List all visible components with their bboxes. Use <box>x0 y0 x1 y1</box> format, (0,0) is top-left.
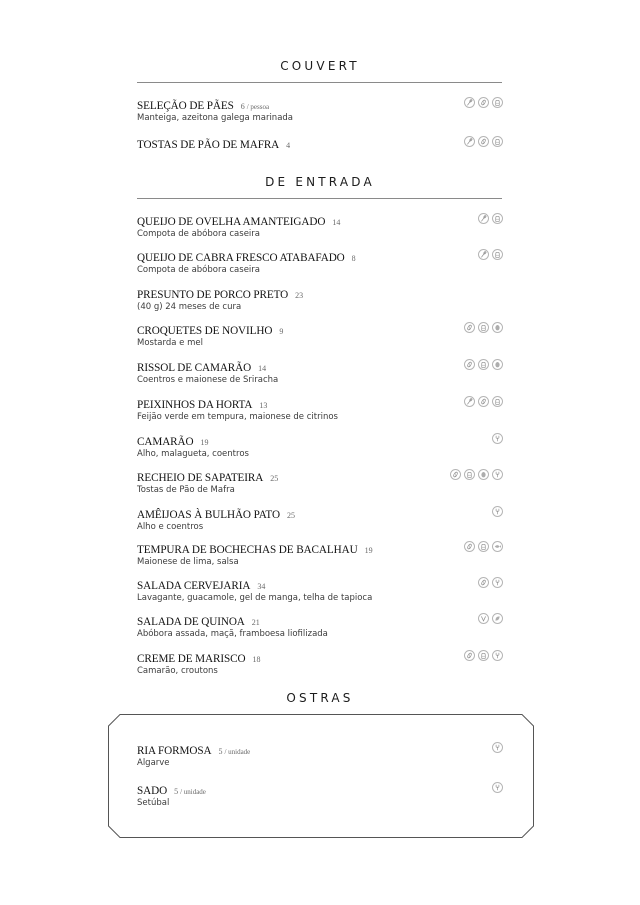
item-description: Feijão verde em tempura, maionese de citrinos <box>137 412 338 422</box>
item-description: Setúbal <box>137 798 170 808</box>
egg-icon <box>478 469 489 480</box>
item-name: CROQUETES DE NOVILHO <box>137 325 273 337</box>
section-divider <box>137 82 502 83</box>
item-name-row <box>137 287 505 300</box>
egg-icon <box>492 322 503 333</box>
crustacean-icon <box>492 469 503 480</box>
item-description: Tostas de Pão de Mafra <box>137 485 235 495</box>
gluten-icon <box>464 359 475 370</box>
item-price: 25 <box>270 474 279 483</box>
vegan-icon <box>478 613 489 624</box>
menu-item-salada-de-quinoa <box>137 614 505 640</box>
section-title-entrada: DE ENTRADA <box>265 175 375 189</box>
item-name: CREME DE MARISCO <box>137 653 246 665</box>
section-title-couvert: COUVERT <box>280 59 360 73</box>
crustacean-icon <box>492 433 503 444</box>
item-name: RIA FORMOSA <box>137 745 212 757</box>
menu-item-selecao-de-paes <box>137 98 505 124</box>
allergen-icons <box>492 433 503 444</box>
item-price: 14 <box>332 218 341 227</box>
crustacean-icon <box>492 506 503 517</box>
item-description: Camarão, croutons <box>137 666 218 676</box>
menu-item-salada-cervejaria <box>137 578 505 604</box>
item-name: QUEIJO DE OVELHA AMANTEIGADO <box>137 216 326 228</box>
item-name-row <box>137 98 505 111</box>
allergen-icons <box>464 322 503 333</box>
allergen-icons <box>464 541 503 552</box>
lactose-icon <box>492 136 503 147</box>
lactose-icon <box>464 469 475 480</box>
item-price: 25 <box>286 511 295 520</box>
allergen-icons <box>464 650 503 661</box>
item-description: Maionese de lima, salsa <box>137 557 239 567</box>
item-description: Algarve <box>137 758 170 768</box>
item-price: 19 <box>200 438 209 447</box>
item-price: 21 <box>251 618 260 627</box>
gluten-icon <box>450 469 461 480</box>
menu-item-camarao <box>137 434 505 460</box>
menu-item-peixinhos-da-horta <box>137 397 505 423</box>
allergen-icons <box>464 396 503 407</box>
egg-icon <box>492 359 503 370</box>
item-name: SELEÇÃO DE PÃES <box>137 100 234 112</box>
lactose-icon <box>478 322 489 333</box>
allergen-icons <box>478 213 503 224</box>
allergen-icons <box>478 249 503 260</box>
item-description: Coentros e maionese de Sriracha <box>137 375 279 385</box>
lactose-icon <box>478 650 489 661</box>
item-name: PEIXINHOS DA HORTA <box>137 399 253 411</box>
item-name-row <box>137 434 505 447</box>
item-name-row <box>137 323 505 336</box>
lactose-icon <box>478 359 489 370</box>
item-description: Lavagante, guacamole, gel de manga, telha de tapioca <box>137 593 373 603</box>
item-name-row <box>137 783 505 796</box>
gluten-icon <box>478 136 489 147</box>
item-price-unit: / pessoa <box>246 103 270 111</box>
item-name: CAMARÃO <box>137 436 194 448</box>
item-price: 14 <box>258 364 267 373</box>
item-name: RISSOL DE CAMARÃO <box>137 362 252 374</box>
gluten-icon <box>464 650 475 661</box>
gluten-icon <box>478 396 489 407</box>
menu-item-recheio-de-sapateira <box>137 470 505 496</box>
item-price: 19 <box>364 546 373 555</box>
allergen-icons <box>464 136 503 147</box>
item-name: SALADA DE QUINOA <box>137 616 245 628</box>
ostras-frame <box>108 714 534 838</box>
item-price: 18 <box>252 655 261 664</box>
menu-item-ria-formosa <box>137 743 505 769</box>
lactose-icon <box>492 249 503 260</box>
allergen-icons <box>492 782 503 793</box>
item-price: 13 <box>259 401 268 410</box>
menu-item-presunto-de-porco-preto <box>137 287 505 313</box>
item-name-row <box>137 578 505 591</box>
fish-icon <box>492 541 503 552</box>
sesame-icon <box>464 136 475 147</box>
item-description: Alho, malagueta, coentros <box>137 449 249 459</box>
allergen-icons <box>450 469 503 480</box>
item-name-row <box>137 397 505 410</box>
menu-item-sado <box>137 783 505 809</box>
allergen-icons <box>478 613 503 624</box>
item-name: RECHEIO DE SAPATEIRA <box>137 472 264 484</box>
menu-item-queijo-de-ovelha-amanteigado <box>137 214 505 240</box>
lactose-icon <box>492 396 503 407</box>
sesame-icon <box>464 396 475 407</box>
menu-item-ameijoas-a-bulhao-pato <box>137 507 505 533</box>
item-price: 5 <box>174 787 179 796</box>
gluten-icon <box>464 322 475 333</box>
crustacean-icon <box>492 650 503 661</box>
lactose-icon <box>492 213 503 224</box>
lactose-icon <box>492 97 503 108</box>
crustacean-icon <box>492 782 503 793</box>
allergen-icons <box>492 506 503 517</box>
item-name-row <box>137 743 505 756</box>
menu-item-tostas-de-pao-de-mafra <box>137 137 505 150</box>
item-price: 5 <box>218 747 223 756</box>
item-price-unit: / unidade <box>224 748 251 756</box>
menu-item-creme-de-marisco <box>137 651 505 677</box>
item-name: TEMPURA DE BOCHECHAS DE BACALHAU <box>137 544 358 556</box>
item-price: 8 <box>351 254 356 263</box>
item-price: 9 <box>279 327 284 336</box>
item-name-row <box>137 651 505 664</box>
lactose-icon <box>478 541 489 552</box>
crustacean-icon <box>492 742 503 753</box>
gluten-icon <box>478 97 489 108</box>
item-name: PRESUNTO DE PORCO PRETO <box>137 289 289 301</box>
item-description: Abóbora assada, maçã, framboesa liofilizada <box>137 629 328 639</box>
allergen-icons <box>464 97 503 108</box>
item-price-unit: / unidade <box>180 788 206 796</box>
item-name-row <box>137 542 505 555</box>
item-name: SALADA CERVEJARIA <box>137 580 251 592</box>
item-name: SADO <box>137 785 168 797</box>
item-description: Mostarda e mel <box>137 338 203 348</box>
leaf-icon <box>492 613 503 624</box>
item-price: 23 <box>295 291 304 300</box>
item-name: AMÊIJOAS À BULHÃO PATO <box>137 509 280 521</box>
section-divider <box>137 198 502 199</box>
sesame-icon <box>478 213 489 224</box>
allergen-icons <box>492 742 503 753</box>
menu-item-rissol-de-camarao <box>137 360 505 386</box>
item-description: Compota de abóbora caseira <box>137 265 260 275</box>
item-description: Compota de abóbora caseira <box>137 229 260 239</box>
item-name: QUEIJO DE CABRA FRESCO ATABAFADO <box>137 252 345 264</box>
allergen-icons <box>464 359 503 370</box>
item-name-row <box>137 214 505 227</box>
item-price: 4 <box>286 141 291 150</box>
menu-item-croquetes-de-novilho <box>137 323 505 349</box>
menu-item-tempura-de-bochechas-de-bacalhau <box>137 542 505 568</box>
item-name: TOSTAS DE PÃO DE MAFRA <box>137 139 280 151</box>
sesame-icon <box>478 249 489 260</box>
item-name-row <box>137 360 505 373</box>
gluten-icon <box>478 577 489 588</box>
gluten-icon <box>464 541 475 552</box>
section-title-ostras: OSTRAS <box>286 691 354 705</box>
item-name-row <box>137 250 505 263</box>
item-description: Alho e coentros <box>137 522 204 532</box>
item-price: 34 <box>257 582 266 591</box>
item-name-row <box>137 507 505 520</box>
item-description: Manteiga, azeitona galega marinada <box>137 113 294 123</box>
allergen-icons <box>478 577 503 588</box>
item-name-row <box>137 137 505 150</box>
item-description: (40 g) 24 meses de cura <box>137 302 242 312</box>
item-price: 6 <box>240 102 245 111</box>
crustacean-icon <box>492 577 503 588</box>
item-name-row <box>137 614 505 627</box>
menu-item-queijo-de-cabra-fresco-atabafado <box>137 250 505 276</box>
sesame-icon <box>464 97 475 108</box>
